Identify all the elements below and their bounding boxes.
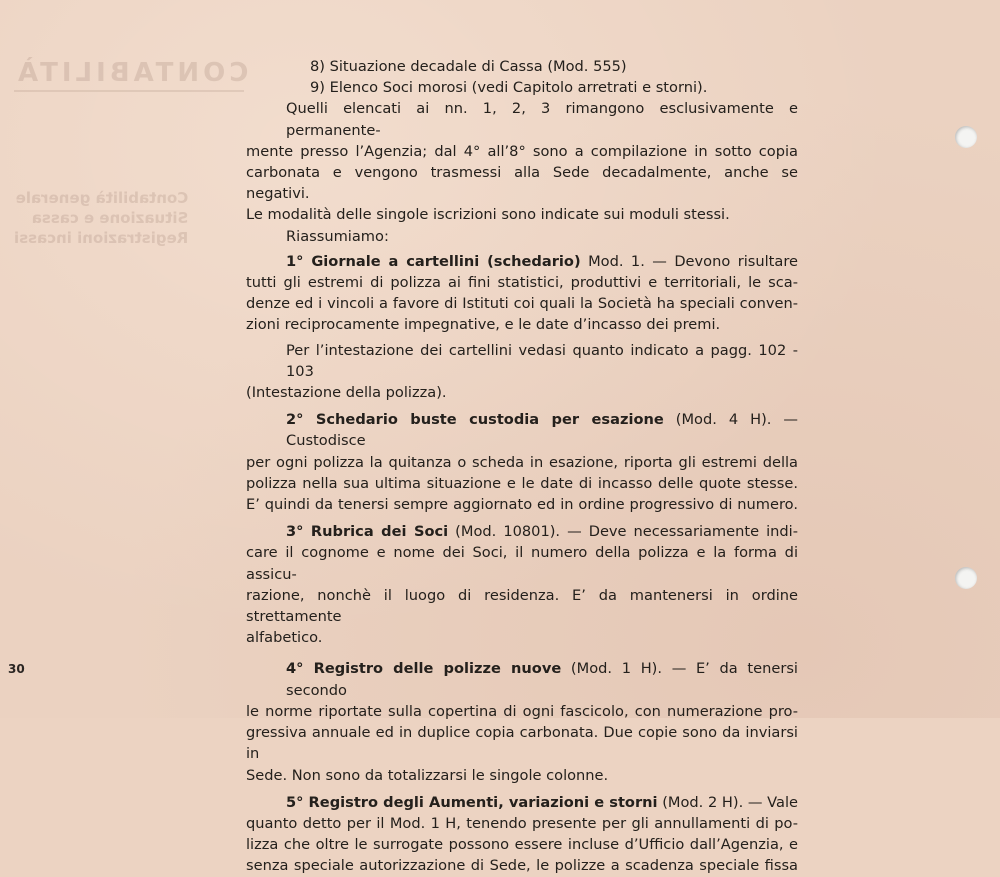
- section-5-line-4: senza speciale autorizzazione di Sede, le polizze a scadenza speciale fissa: [246, 857, 798, 875]
- section-5-heading: 5° Registro degli Aumenti, variazioni e storni: [286, 793, 658, 811]
- section-2-line-4: E’ quindi da tenersi sempre aggiornato ed in ordine progressivo di numero.: [246, 496, 798, 514]
- section-5-text: (Mod. 2 H). — Vale: [657, 793, 798, 811]
- section-3-line-4: alfabetico.: [246, 629, 323, 647]
- page-number: 30: [8, 662, 25, 676]
- section-5-line-3: lizza che oltre le surrogate possono essere incluse d’Ufficio dall’Agenzia, e: [246, 836, 798, 854]
- body-text: [246, 56, 798, 877]
- punch-hole-top: [955, 126, 977, 148]
- section-5-first-line: [246, 792, 798, 813]
- summary-label: Riassumiamo:: [286, 227, 389, 245]
- intro-line-2: mente presso l’Agenzia; dal 4° all’8° sono a compilazione in sotto copia: [246, 142, 798, 160]
- show-through-heading: CONTABILITÀ: [14, 58, 249, 88]
- section-3-first-line: [246, 521, 798, 542]
- section-4-text: (Mod. 1 H). — E’ da tenersi secondo: [286, 660, 798, 699]
- intro-line-4: Le modalità delle singole iscrizioni sono indicate sui moduli stessi.: [246, 206, 730, 224]
- show-through-rule: [14, 90, 244, 92]
- section-1-line-3: denze ed i vincoli a favore di Istituti coi quali la Società ha speciali conven-: [246, 295, 798, 313]
- section-1-line-2: tutti gli estremi di polizza ai fini statistici, produttivi e territoriali, le sca-: [246, 274, 798, 292]
- list-item-8: 8) Situazione decadale di Cassa (Mod. 555): [310, 58, 627, 75]
- section-4-line-4: Sede. Non sono da totalizzarsi le singole colonne.: [246, 766, 609, 784]
- section-4-line-2: le norme riportate sulla copertina di ogni fascicolo, con numerazione pro-: [246, 702, 798, 720]
- section-3-line-2: care il cognome e nome dei Soci, il numero della polizza e la forma di assicu-: [246, 544, 798, 583]
- intro-line-1: Quelli elencati ai nn. 1, 2, 3 rimangono esclusivamente e permanente-: [286, 100, 798, 139]
- section-3-text: (Mod. 10801). — Deve necessariamente indi-: [448, 523, 798, 541]
- section-1-note-2: (Intestazione della polizza).: [246, 384, 447, 402]
- section-4-first-line: [246, 658, 798, 700]
- section-2-line-2: per ogni polizza la quitanza o scheda in esazione, riporta gli estremi della: [246, 453, 798, 471]
- section-2-line-3: polizza nella sua ultima situazione e le date di incasso delle quote stesse.: [246, 474, 798, 492]
- intro-line-3: carbonata e vengono trasmessi alla Sede decadalmente, anche se negativi.: [246, 164, 798, 203]
- section-3-line-3: razione, nonchè il luogo di residenza. E’ da mantenersi in ordine strettamente: [246, 586, 798, 626]
- section-2-heading: 2° Schedario buste custodia per esazione: [286, 411, 664, 429]
- section-5-line-2: quanto detto per il Mod. 1 H, tenendo presente per gli annullamenti di po-: [246, 814, 798, 832]
- section-1-note-1: Per l’intestazione dei cartellini vedasi quanto indicato a pagg. 102 - 103: [286, 341, 798, 380]
- section-1-text: Mod. 1. — Devono risultare: [580, 252, 798, 270]
- section-4-heading: 4° Registro delle polizze nuove: [286, 660, 562, 678]
- section-4-line-3: gressiva annuale ed in duplice copia carbonata. Due copie sono da inviarsi in: [246, 724, 798, 763]
- section-1-heading: 1° Giornale a cartellini (schedario): [286, 252, 581, 270]
- section-2-text: (Mod. 4 H). — Custodisce: [286, 411, 799, 450]
- show-through-text: Contabilità generale Situazione e cassa Registrazioni incassi: [14, 189, 189, 247]
- list-item-9: 9) Elenco Soci morosi (vedi Capitolo arretrati e storni).: [310, 79, 708, 97]
- section-3-heading: 3° Rubrica dei Soci: [286, 523, 449, 541]
- section-1-line-4: zioni reciprocamente impegnative, e le date d’incasso dei premi.: [246, 316, 721, 334]
- section-2-first-line: [246, 409, 798, 451]
- section-1-first-line: [246, 251, 798, 272]
- punch-hole-bottom: [955, 567, 977, 589]
